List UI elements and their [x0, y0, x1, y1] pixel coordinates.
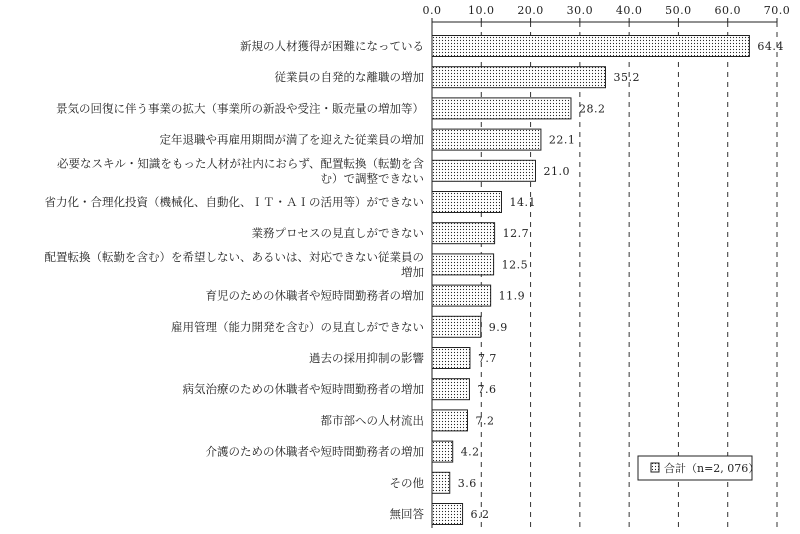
category-label: 介護のための休職者や短時間勤務者の増加 — [205, 444, 424, 459]
x-tick-label: 20.0 — [517, 4, 544, 17]
category-label: 都市部への人材流出 — [320, 413, 424, 428]
legend-label: 合計（n=2, 076） — [664, 462, 760, 475]
bar — [432, 160, 536, 181]
value-label: 14.1 — [509, 196, 536, 209]
value-label: 6.2 — [470, 508, 490, 521]
legend-swatch — [651, 463, 659, 472]
category-label: 業務プロセスの見直しができない — [251, 226, 424, 241]
value-label: 35.2 — [613, 71, 640, 85]
value-label: 21.0 — [543, 164, 570, 178]
bar — [432, 410, 467, 431]
value-label: 64.4 — [757, 40, 784, 53]
value-label: 12.7 — [502, 227, 530, 241]
category-labels — [45, 39, 425, 521]
value-label: 4.2 — [460, 445, 480, 459]
bar — [432, 441, 453, 462]
x-tick-label: 70.0 — [763, 4, 791, 17]
value-label: 7.6 — [477, 383, 497, 397]
legend — [638, 456, 759, 480]
category-label: その他 — [389, 475, 424, 490]
category-label: 過去の採用抑制の影響 — [309, 351, 424, 365]
value-label: 3.6 — [457, 476, 477, 490]
value-label: 11.9 — [498, 289, 526, 303]
bar — [432, 36, 749, 57]
category-label: 病気治療のための休職者や短時間勤務者の増加 — [182, 382, 424, 397]
category-label: 無回答 — [389, 507, 424, 521]
bar — [432, 504, 463, 525]
x-tick-label: 0.0 — [422, 4, 442, 17]
bar — [432, 379, 469, 400]
category-label: 省力化・合理化投資（機械化、自動化、ＩＴ・ＡＩの活用等）ができない — [44, 195, 424, 209]
x-tick-label: 60.0 — [714, 4, 741, 17]
x-tick-label: 10.0 — [468, 4, 495, 17]
value-label: 7.7 — [477, 352, 497, 365]
bar — [432, 348, 470, 369]
bar — [432, 67, 605, 88]
category-label: 定年退職や再雇用期間が満了を迎えた従業員の増加 — [159, 132, 424, 147]
bar — [432, 192, 501, 213]
value-label: 9.9 — [488, 320, 508, 334]
bar — [432, 285, 491, 306]
value-label: 22.1 — [548, 133, 576, 147]
category-label: 育児のための休職者や短時間勤務者の増加 — [205, 288, 424, 303]
category-label: 新規の人材獲得が困難になっている — [240, 39, 424, 53]
category-label: 必要なスキル・知識をもった人材が社内におらず、配置転換（転勤を含む）で調整できない — [57, 156, 424, 186]
bar — [432, 254, 494, 275]
category-label: 従業員の自発的な離職の増加 — [274, 70, 424, 85]
bar — [432, 129, 541, 150]
x-tick-label: 30.0 — [566, 4, 594, 17]
x-tick-label: 50.0 — [665, 4, 692, 17]
value-label: 7.2 — [475, 414, 495, 428]
x-tick-label: 40.0 — [615, 4, 643, 17]
bar — [432, 223, 495, 244]
value-label: 12.5 — [501, 258, 529, 272]
bar — [432, 316, 481, 337]
bar — [432, 472, 450, 493]
category-label: 雇用管理（能力開発を含む）の見直しができない — [171, 319, 424, 334]
value-label: 28.2 — [578, 102, 606, 116]
category-label: 配置転換（転勤を含む）を希望しない、あるいは、対応できない従業員の増加 — [44, 249, 424, 279]
category-label: 景気の回復に伴う事業の拡大（事業所の新設や受注・販売量の増加等） — [56, 101, 424, 116]
bar — [432, 98, 571, 119]
